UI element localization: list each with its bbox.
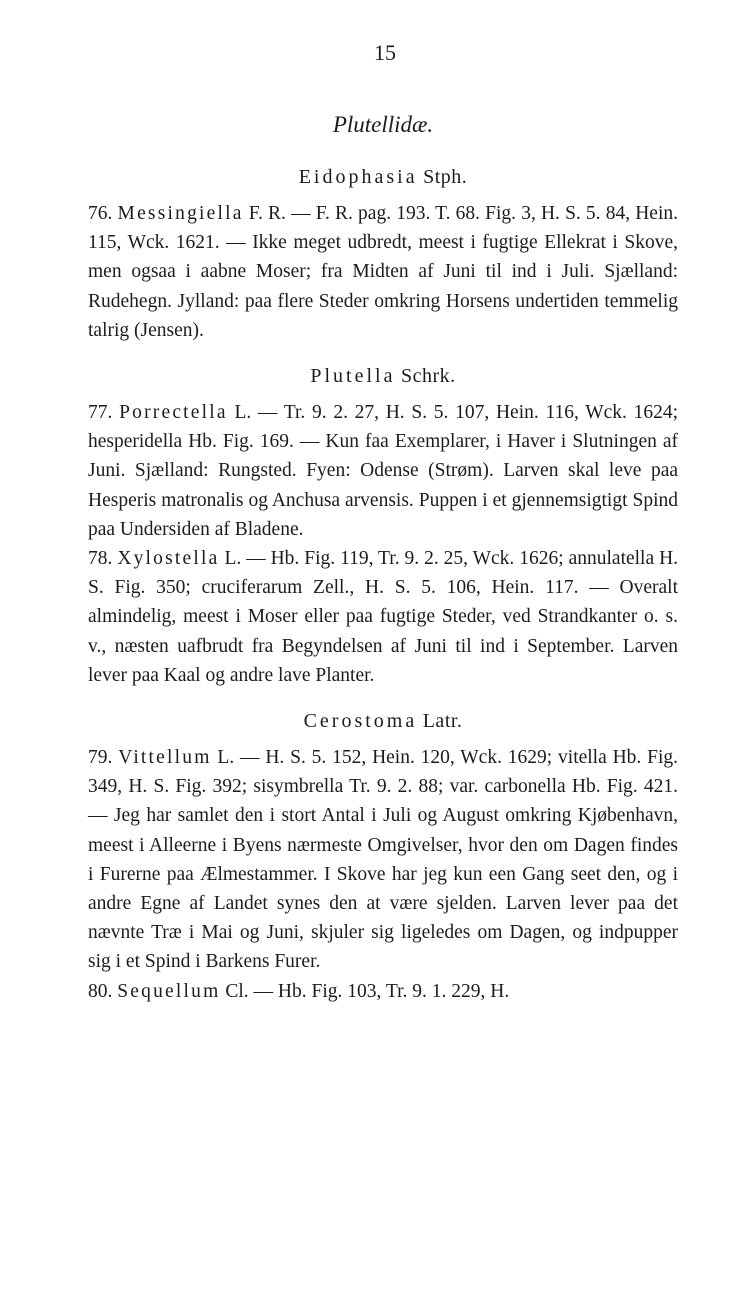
species-text: L. — Tr. 9. 2. 27, H. S. 5. 107, Hein. 116, Wck. 1624; hesperidella Hb. Fig. 169. — Kun faa Exemplarer, i Haver i Slutningen af Juni. Sjælland: Rungsted. Fyen: Odense (Strøm). Larven skal leve paa Hesperis matronalis og Anchusa arvensis. Puppen i et gjennemsigtigt Spind paa Undersiden af Bladene. <box>88 402 679 540</box>
species-name: Messingiella <box>117 203 244 224</box>
genus-heading <box>88 363 678 389</box>
species-number: 79. <box>88 747 113 769</box>
genus-author: Schrk. <box>400 365 456 388</box>
species-name: Xylostella <box>117 548 220 570</box>
genus-section <box>88 363 678 690</box>
page-number: 15 <box>374 40 396 65</box>
genus-section <box>88 164 678 345</box>
species-name: Vittellum <box>118 747 212 769</box>
genus-heading <box>88 708 678 734</box>
species-number: 80. <box>88 980 113 1002</box>
species-entry <box>88 398 678 544</box>
genus-name: Plutella <box>310 365 396 388</box>
genus-section <box>88 708 678 1006</box>
species-text: Cl. — Hb. Fig. 103, Tr. 9. 1. 229, H. <box>225 980 510 1002</box>
species-name: Sequellum <box>117 980 221 1002</box>
species-entry <box>88 544 678 690</box>
species-name: Porrectella <box>119 402 228 424</box>
document-page <box>88 40 678 1006</box>
genus-author: Stph. <box>423 166 468 188</box>
species-number: 77. <box>88 402 113 424</box>
genus-name: Eidophasia <box>298 166 418 188</box>
species-entry <box>88 743 678 977</box>
species-text: F. R. — F. R. pag. 193. T. 68. Fig. 3, H. S. 5. 84, Hein. 115, Wck. 1621. — Ikke meget udbredt, meest i fugtige Ellekrat i Skove, men ogsaa i aabne Moser; fra Midten af Juni til ind i Juli. Sjælland: Rudehegn. Jylland: paa flere Steder omkring Horsens undertiden temmelig talrig (Jensen). <box>88 203 679 341</box>
family-title: Plutellidæ. <box>332 112 434 137</box>
genus-name: Cerostoma <box>303 710 418 733</box>
genus-heading <box>88 164 678 190</box>
species-number: 78. <box>88 548 113 570</box>
genus-author: Latr. <box>422 710 463 733</box>
species-entry <box>88 977 678 1006</box>
species-entry <box>88 199 678 345</box>
species-text: L. — H. S. 5. 152, Hein. 120, Wck. 1629; vitella Hb. Fig. 349, H. S. Fig. 392; sisymbrella Tr. 9. 2. 88; var. carbonella Hb. Fig. 421. — Jeg har samlet den i stort Antal i Juli og August omkring Kjøbenhavn, meest i Alleerne i Byens nærmeste Omgivelser, hvor den om Dagen findes i Furerne paa Ælmestammer. I Skove har jeg kun een Gang seet den, og i andre Egne af Landet synes den at være sjelden. Larven lever paa det nævnte Træ i Mai og Juni, skjuler sig ligeledes om Dagen, og indpupper sig i et Spind i Barkens Furer. <box>88 747 678 973</box>
species-number: 76. <box>88 203 113 224</box>
species-text: L. — Hb. Fig. 119, Tr. 9. 2. 25, Wck. 1626; annulatella H. S. Fig. 350; cruciferarum Zell., H. S. 5. 106, Hein. 117. — Overalt almindelig, meest i Moser eller paa fugtige Steder, ved Strandkanter o. s. v., næsten uafbrudt fra Begyndelsen af Juni til ind i September. Larven lever paa Kaal og andre lave Planter. <box>88 548 679 686</box>
